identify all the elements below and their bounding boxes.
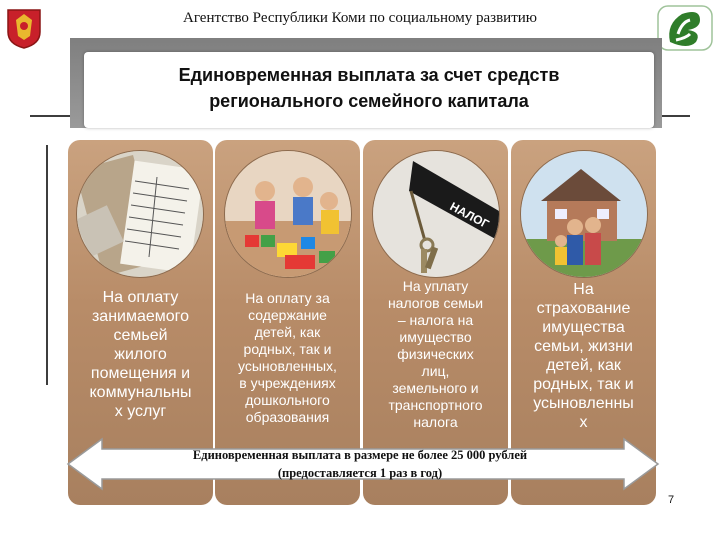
agency-logo-icon (656, 4, 714, 52)
agency-name: Агентство Республики Коми по социальному развитию (183, 10, 537, 26)
caption-insurance: На страхование имущества семьи, жизни детей, как родных, так и усыновленны х (533, 281, 634, 431)
caption-taxes: На уплату налогов семьи – налога на имущество физических лиц, земельного и транспортного налога (387, 278, 484, 430)
slide-title: Единовременная выплата за счет средств регионального семейного капитала (178, 65, 560, 111)
caption-preschool: На оплату за содержание детей, как родных, так и усыновленных, в учреждениях дошкольного образования (238, 290, 337, 425)
tax-label: НАЛОГ (447, 199, 492, 232)
caption-housing: На оплату занимаемого семьей жилого помещения и коммунальны х услуг (89, 289, 192, 420)
photo-tax-keys (372, 150, 500, 278)
page-number: 7 (668, 494, 675, 506)
payment-amount-text: Единовременная выплата в размере не более 25 000 рублей (предоставляется 1 раз в год) (192, 448, 528, 480)
photo-kindergarten (224, 150, 352, 278)
photo-bills (76, 150, 204, 278)
photo-family-house (520, 150, 648, 278)
side-divider (46, 145, 48, 385)
